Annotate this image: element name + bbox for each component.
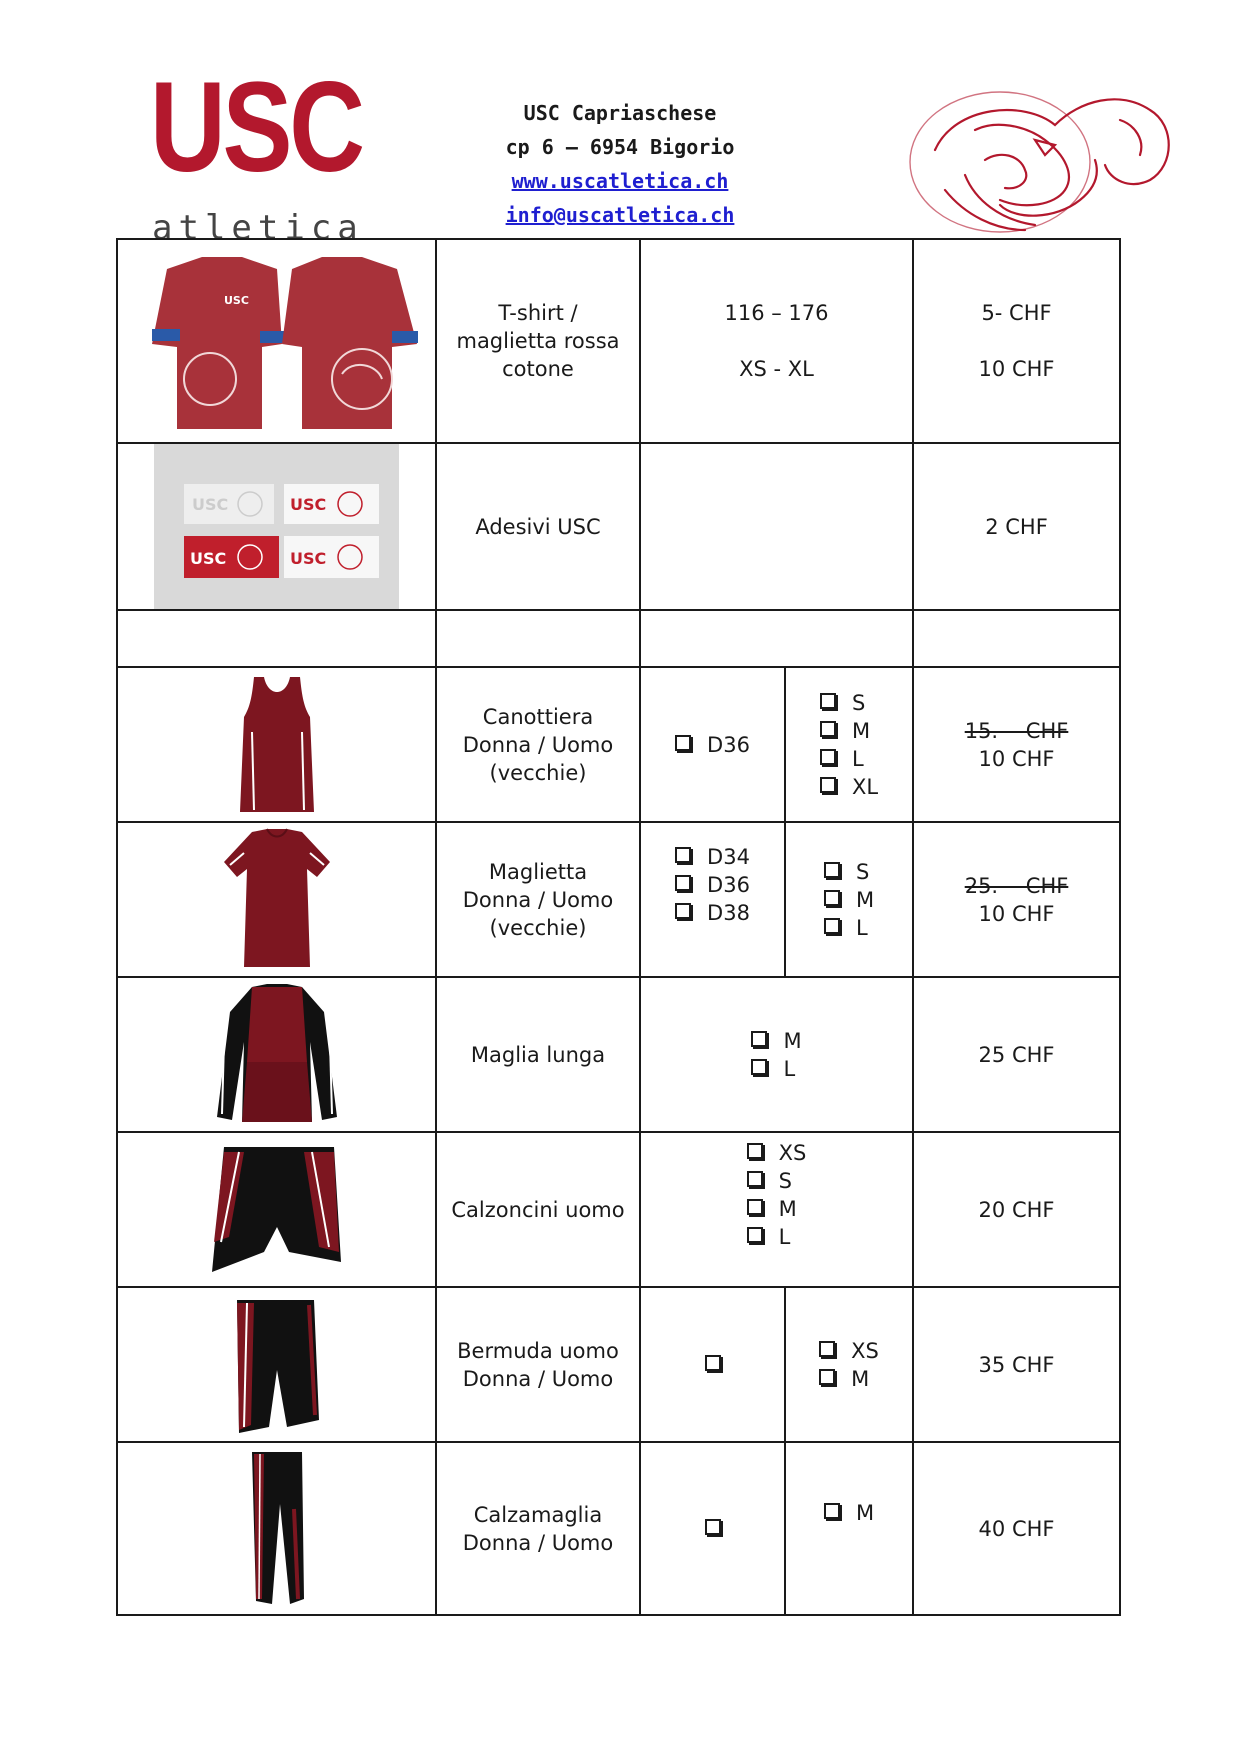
product-name: Calzoncini uomo [451, 1197, 625, 1222]
club-name: USC Capriaschese [523, 101, 717, 125]
size-option[interactable]: D36 [675, 871, 750, 899]
size-option[interactable]: XS [819, 1337, 879, 1365]
product-name: Maglia lunga [470, 1042, 606, 1067]
price: 25 CHF [978, 1042, 1055, 1067]
size-option[interactable]: S [824, 858, 874, 886]
checkbox-icon[interactable] [820, 693, 836, 709]
table-row [117, 1442, 1120, 1615]
women-size-options [640, 822, 785, 977]
long-sleeve-shirt-image [117, 977, 436, 1132]
club-address: cp 6 – 6954 Bigorio [505, 135, 735, 159]
checkbox-icon[interactable] [747, 1143, 763, 1159]
checkbox-icon[interactable] [705, 1355, 721, 1371]
men-size-options [785, 822, 913, 977]
old-price: 25.— CHF [964, 873, 1069, 898]
product-name-cell [436, 822, 640, 977]
lion-emblem-icon [905, 80, 1185, 240]
product-name-line: Donna / Uomo [462, 1530, 614, 1555]
club-contact-block [470, 96, 770, 232]
running-shorts-image [117, 1132, 436, 1287]
women-size-options [640, 667, 785, 822]
product-name-line: Donna / Uomo [462, 732, 614, 757]
price-children: 5- CHF [981, 301, 1052, 325]
size-option[interactable]: D36 [675, 731, 750, 759]
checkbox-icon[interactable] [824, 918, 840, 934]
empty-cell [436, 610, 640, 667]
svg-text:USC: USC [290, 495, 327, 514]
price-cell [913, 1442, 1120, 1615]
product-name-line: Calzamaglia [473, 1502, 603, 1527]
size-range-adults: XS - XL [739, 357, 814, 381]
svg-text:USC: USC [290, 549, 327, 568]
usc-atletica-logo [150, 56, 364, 248]
size-option[interactable]: XL [820, 773, 878, 801]
product-name-cell [436, 1132, 640, 1287]
checkbox-icon[interactable] [751, 1031, 767, 1047]
checkbox-icon[interactable] [705, 1519, 721, 1535]
price: 40 CHF [978, 1516, 1055, 1541]
table-row [117, 1132, 1120, 1287]
checkbox-icon[interactable] [747, 1199, 763, 1215]
product-name-cell [436, 239, 640, 443]
table-row [117, 822, 1120, 977]
checkbox-icon[interactable] [747, 1171, 763, 1187]
table-row [117, 667, 1120, 822]
empty-cell [117, 610, 436, 667]
price-cell [913, 977, 1120, 1132]
product-name-cell [436, 977, 640, 1132]
size-option[interactable]: L [820, 745, 878, 773]
size-option[interactable]: S [820, 689, 878, 717]
price-adults: 10 CHF [978, 357, 1055, 381]
price-cell [913, 1132, 1120, 1287]
product-name-line: (vecchie) [489, 915, 587, 940]
sizes-cell [640, 443, 913, 610]
price-cell [913, 443, 1120, 610]
logo-mark: USC [150, 56, 362, 199]
svg-text:USC: USC [192, 495, 229, 514]
bermuda-shorts-image [117, 1287, 436, 1442]
women-size-options [640, 1287, 785, 1442]
product-price-table [116, 238, 1121, 1616]
men-size-options [785, 1287, 913, 1442]
product-name: T-shirt / maglietta rossa cotone [456, 301, 620, 381]
men-size-options [785, 1442, 913, 1615]
checkbox-icon[interactable] [675, 847, 691, 863]
stickers-image [117, 443, 436, 610]
tank-top-image [117, 667, 436, 822]
size-option[interactable]: D38 [675, 899, 750, 927]
product-name-line: (vecchie) [489, 760, 587, 785]
product-name-line: Donna / Uomo [462, 1366, 614, 1391]
size-option[interactable]: M [819, 1365, 879, 1393]
red-tshirts-image [117, 239, 436, 443]
table-row [117, 239, 1120, 443]
price: 10 CHF [978, 746, 1055, 771]
price-cell [913, 667, 1120, 822]
size-option[interactable]: L [747, 1223, 807, 1251]
price-cell [913, 1287, 1120, 1442]
size-options [640, 1132, 913, 1287]
size-option[interactable]: L [751, 1055, 801, 1083]
price: 10 CHF [978, 901, 1055, 926]
table-row [117, 977, 1120, 1132]
checkbox-icon[interactable] [675, 875, 691, 891]
size-option[interactable]: M [751, 1027, 801, 1055]
checkbox-icon[interactable] [820, 777, 836, 793]
tights-image [117, 1442, 436, 1615]
checkbox-icon[interactable] [824, 1503, 840, 1519]
empty-cell [640, 610, 913, 667]
table-row [117, 443, 1120, 610]
size-range-children: 116 – 176 [724, 301, 829, 325]
size-option[interactable]: L [824, 914, 874, 942]
checkbox-icon[interactable] [675, 735, 691, 751]
product-name-line: Donna / Uomo [462, 887, 614, 912]
size-option[interactable]: M [820, 717, 878, 745]
checkbox-icon[interactable] [824, 890, 840, 906]
product-name-line: Canottiera [482, 704, 594, 729]
short-sleeve-shirt-image [117, 822, 436, 977]
size-option[interactable]: XS [747, 1139, 807, 1167]
checkbox-icon[interactable] [820, 749, 836, 765]
price: 2 CHF [985, 514, 1048, 539]
size-option[interactable]: M [824, 886, 874, 914]
website-link[interactable]: www.uscatletica.ch [511, 169, 729, 193]
checkbox-icon[interactable] [819, 1341, 835, 1357]
size-option[interactable]: M [824, 1499, 874, 1527]
checkbox-icon[interactable] [819, 1369, 835, 1385]
checkbox-icon[interactable] [747, 1227, 763, 1243]
sizes-cell [640, 239, 913, 443]
product-name-cell [436, 667, 640, 822]
product-name-cell [436, 443, 640, 610]
checkbox-icon[interactable] [751, 1059, 767, 1075]
product-name-line: Maglietta [488, 859, 588, 884]
table-row-empty [117, 610, 1120, 667]
checkbox-icon[interactable] [675, 903, 691, 919]
logo-subtitle: atletica [152, 208, 364, 248]
email-link[interactable]: info@uscatletica.ch [505, 203, 735, 227]
size-option[interactable]: S [747, 1167, 807, 1195]
checkbox-icon[interactable] [824, 862, 840, 878]
size-option[interactable]: D34 [675, 843, 750, 871]
product-name-line: Bermuda uomo [457, 1338, 619, 1363]
checkbox-icon[interactable] [820, 721, 836, 737]
size-options [640, 977, 913, 1132]
price-cell [913, 822, 1120, 977]
price: 20 CHF [978, 1197, 1055, 1222]
price-cell [913, 239, 1120, 443]
svg-text:USC: USC [190, 549, 227, 568]
men-size-options [785, 667, 913, 822]
size-option[interactable]: M [747, 1195, 807, 1223]
women-size-options [640, 1442, 785, 1615]
old-price: 15.— CHF [964, 718, 1069, 743]
price: 35 CHF [978, 1352, 1055, 1377]
product-name: Adesivi USC [475, 514, 601, 539]
svg-text:USC: USC [223, 293, 249, 307]
empty-cell [913, 610, 1120, 667]
product-name-cell [436, 1287, 640, 1442]
product-name-cell [436, 1442, 640, 1615]
table-row [117, 1287, 1120, 1442]
